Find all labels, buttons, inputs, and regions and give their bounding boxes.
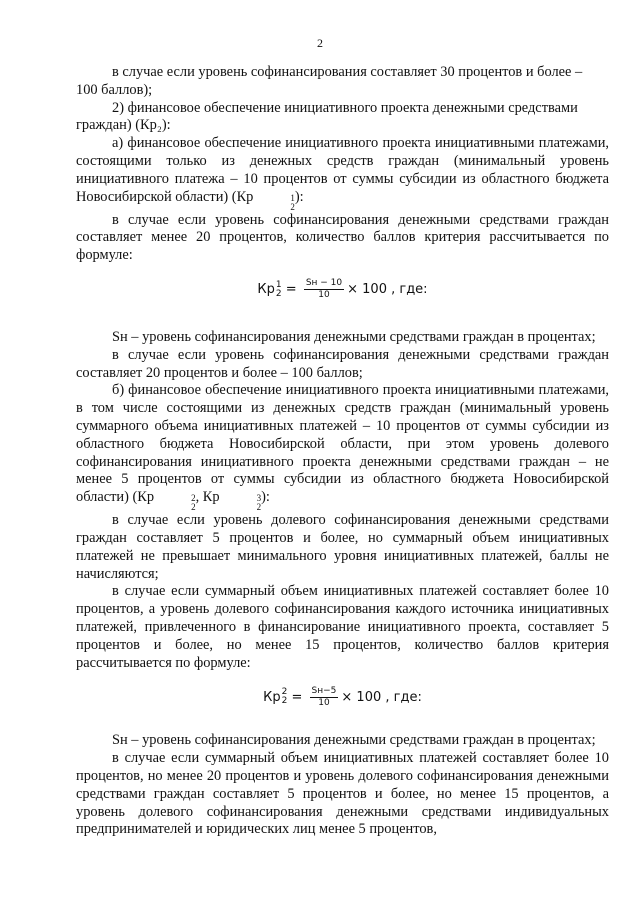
fraction-numerator: Sн−5	[311, 685, 337, 696]
formula-1: Кр 1 2 = $\frac{Sн - 10}{10}$ × 100 , где:	[257, 278, 428, 301]
formula-sup: 1	[275, 279, 282, 290]
formula-sub: 2	[281, 696, 288, 707]
paragraph: Sн – уровень софинансирования денежными средствами граждан в процентах;	[112, 732, 596, 749]
paragraph: в случае если суммарный объем инициативных платежей составляет более 10 процентов, но менее 20 процентов и уровень долевого софинансирования денежными средствами граждан составляет 5 процентов и более, но менее 15 процентов, а уровень долевого софинансирования денежными средствами индивидуальных предпринимателей и юридических лиц менее 5 процентов,	[76, 750, 609, 838]
paragraph: в случае если уровень софинансирования денежными средствами граждан составляет менее 20 процентов, количество баллов критерия рассчитывается по формуле:	[76, 211, 609, 264]
fraction	[304, 278, 344, 301]
paragraph	[76, 135, 609, 211]
spacer	[76, 722, 609, 732]
fraction-denominator: 10	[318, 290, 330, 301]
paragraph-text: б) финансовое обеспечение инициативного проекта инициативными платежами, в том числе состоящими из денежных средств граждан (минимальный уровень суммарного объема инициативных платежей – 10 процентов от суммы субсидии из областного бюджета Новосибирской области, при этом уровень долевого софинансирования инициативного проекта денежными средствами граждан – не менее 5 процентов от суммы субсидии из областного бюджета Новосибирской области) (Кр	[76, 382, 609, 506]
spacer	[76, 315, 609, 329]
paragraph: граждан) (Кр₂):	[76, 117, 171, 134]
fraction-denominator: 10	[318, 697, 330, 708]
paragraph: 100 баллов);	[76, 81, 153, 98]
paragraph: в случае если суммарный объем инициативных платежей составляет более 10 процентов, а уровень долевого софинансирования каждого источника инициативных платежей, привлеченного в финансирование инициативного проекта, составляет 5 процентов и более, но менее 15 процентов, количество баллов критерия рассчитывается по формуле:	[76, 583, 609, 671]
paragraph: Sн – уровень софинансирования денежными средствами граждан в процентах;	[112, 328, 596, 345]
paragraph: в случае если уровень софинансирования денежными средствами граждан составляет 20 процентов и более – 100 баллов;	[76, 346, 609, 381]
paragraph: в случае если уровень долевого софинансирования денежными средствами граждан составляет 5 процентов и более, но суммарный объем инициативных платежей не превышает минимального уровня инициативных платежей, баллы не начисляются;	[76, 512, 609, 582]
formula-2: Кр 2 2 = $\frac{Sн-5}{10}$ × 100 , где:	[263, 685, 422, 708]
formula-lhs: Кр	[257, 282, 275, 298]
formula-tail: × 100 , где:	[341, 689, 422, 705]
document-body	[76, 64, 609, 839]
paragraph-tail: ):	[294, 188, 304, 205]
paragraph-text: а) финансовое обеспечение инициативного проекта инициативными платежами, состоящими только из денежных средств граждан (минимальный уровень инициативного платежа – 10 процентов от суммы субсидии из областного бюджета Новосибирской области) (Кр	[76, 135, 609, 205]
superscript-subscript: 1 2	[290, 192, 295, 212]
fraction	[310, 686, 339, 709]
page-number: 2	[317, 36, 323, 50]
fraction-numerator: Sн − 10	[305, 278, 343, 289]
paragraph: в случае если уровень софинансирования составляет 30 процентов и более –	[112, 64, 583, 80]
paragraph: 2) финансовое обеспечение инициативного проекта денежными средствами	[112, 99, 578, 116]
paragraph: б) финансовое обеспечение инициативного проекта инициативными платежами, в том числе состоящими из денежных средств граждан (минимальный уровень суммарного объема инициативных платежей – 10 процентов от суммы субсидии из областного бюджета Новосибирской области, при этом уровень долевого софинансирования инициативного проекта денежными средствами граждан – не менее 5 процентов от суммы субсидии из областного бюджета Новосибирской области) (Кр 2 2 , Кр 3 2 ):	[76, 382, 609, 513]
formula-sub: 2	[275, 288, 282, 299]
formula-tail: × 100 , где:	[347, 282, 428, 298]
formula-lhs: Кр	[263, 689, 281, 705]
formula-sup: 2	[281, 687, 288, 698]
